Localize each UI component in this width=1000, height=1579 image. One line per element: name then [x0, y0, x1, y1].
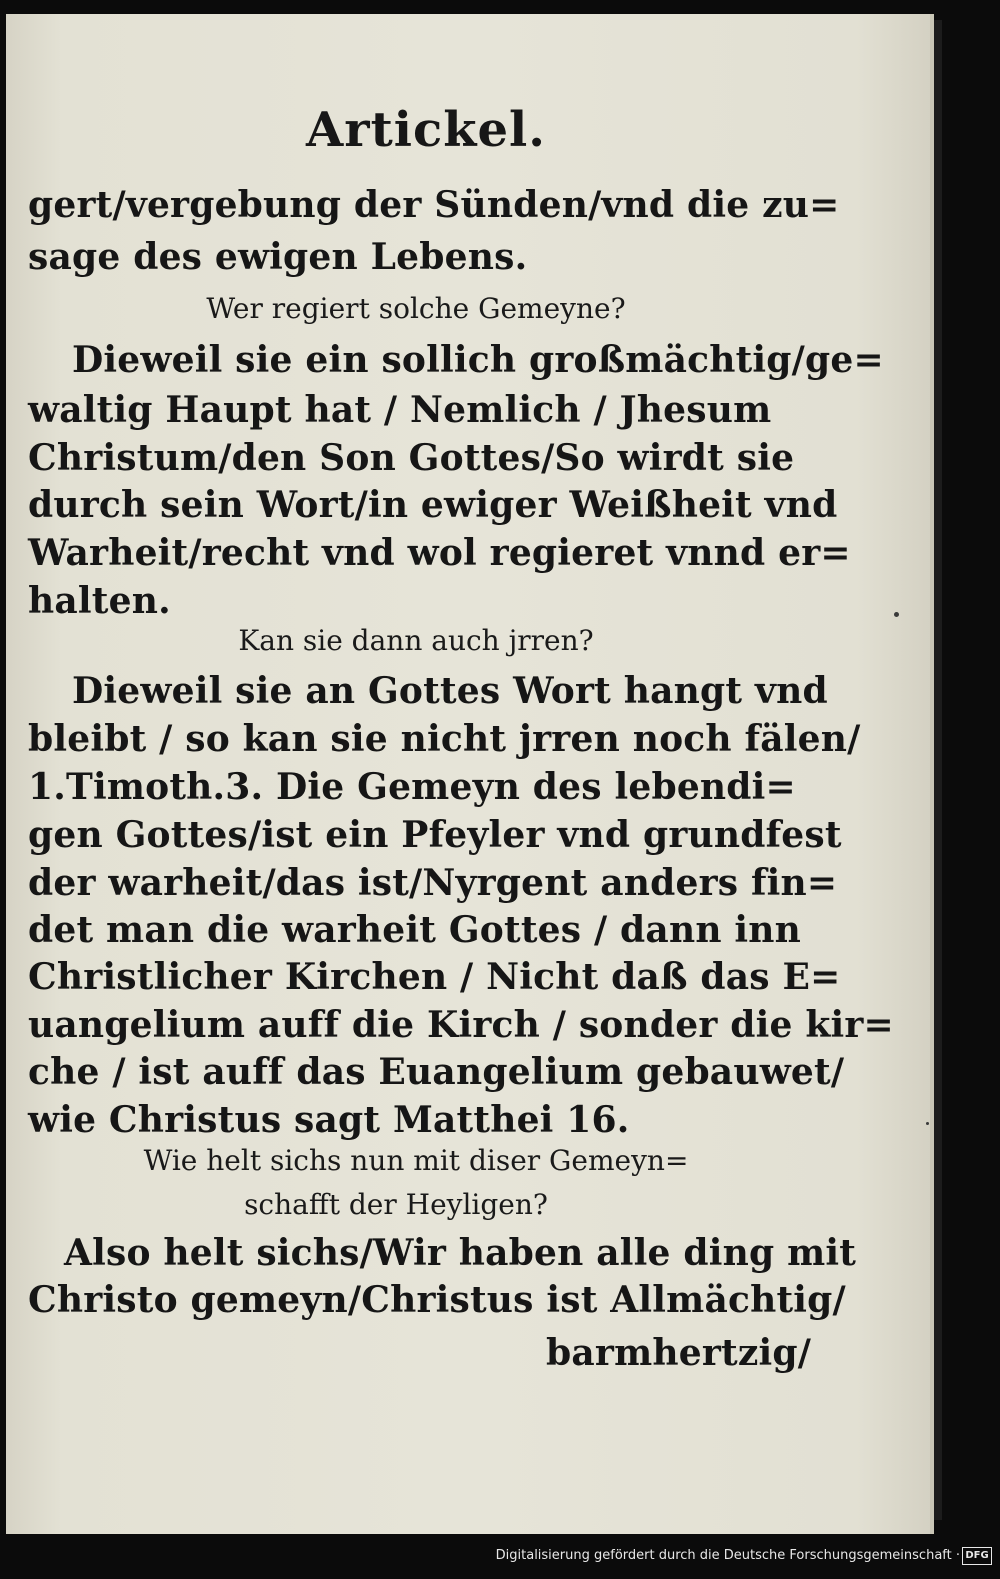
ink-speck: [894, 612, 899, 617]
text-line: gert/vergebung der Sünden/vnd die zu=: [28, 184, 840, 226]
text-line: bleibt / so kan sie nicht jrren noch fälen/: [28, 718, 861, 760]
text-line: sage des ewigen Lebens.: [28, 236, 528, 278]
question-line: schafft der Heyligen?: [244, 1188, 548, 1221]
text-line: 1.Timoth.3. Die Gemeyn des lebendi=: [28, 766, 796, 808]
text-line: Christo gemeyn/Christus ist Allmächtig/: [28, 1279, 846, 1321]
text-line: Christlicher Kirchen / Nicht daß das E=: [28, 956, 841, 998]
ink-speck: [926, 1122, 929, 1125]
text-line: Warheit/recht vnd wol regieret vnnd er=: [28, 532, 851, 574]
dfg-logo-icon: DFG: [962, 1547, 992, 1565]
text-line: gen Gottes/ist ein Pfeyler vnd grundfest: [28, 814, 842, 856]
text-line: der warheit/das ist/Nyrgent anders fin=: [28, 862, 838, 904]
text-line: Christum/den Son Gottes/So wirdt sie: [28, 437, 795, 479]
text-line: Also helt sichs/Wir haben alle ding mit: [64, 1232, 857, 1274]
page-heading: Artickel.: [306, 102, 546, 158]
text-line: Dieweil sie an Gottes Wort hangt vnd: [72, 670, 828, 712]
ink-speck: [936, 750, 939, 753]
text-line: det man die warheit Gottes / dann inn: [28, 909, 802, 951]
question-line: Wie helt sichs nun mit diser Gemeyn=: [143, 1144, 689, 1177]
text-line: uangelium auff die Kirch / sonder die kir=: [28, 1004, 894, 1046]
text-line: che / ist auff das Euangelium gebauwet/: [28, 1051, 845, 1093]
text-line: Dieweil sie ein sollich großmächtig/ge=: [72, 339, 884, 381]
text-line: wie Christus sagt Matthei 16.: [28, 1099, 630, 1141]
question-line: Wer regiert solche Gemeyne?: [206, 292, 626, 325]
text-line: durch sein Wort/in ewiger Weißheit vnd: [28, 484, 838, 526]
text-line: waltig Haupt hat / Nemlich / Jhesum: [28, 389, 772, 431]
funding-credit: Digitalisierung gefördert durch die Deutsche Forschungsgemeinschaft ·: [495, 1548, 960, 1563]
text-line: halten.: [28, 580, 171, 622]
catchword: barmhertzig/: [546, 1332, 812, 1374]
question-line: Kan sie dann auch jrren?: [238, 624, 594, 657]
book-page: [6, 14, 934, 1534]
